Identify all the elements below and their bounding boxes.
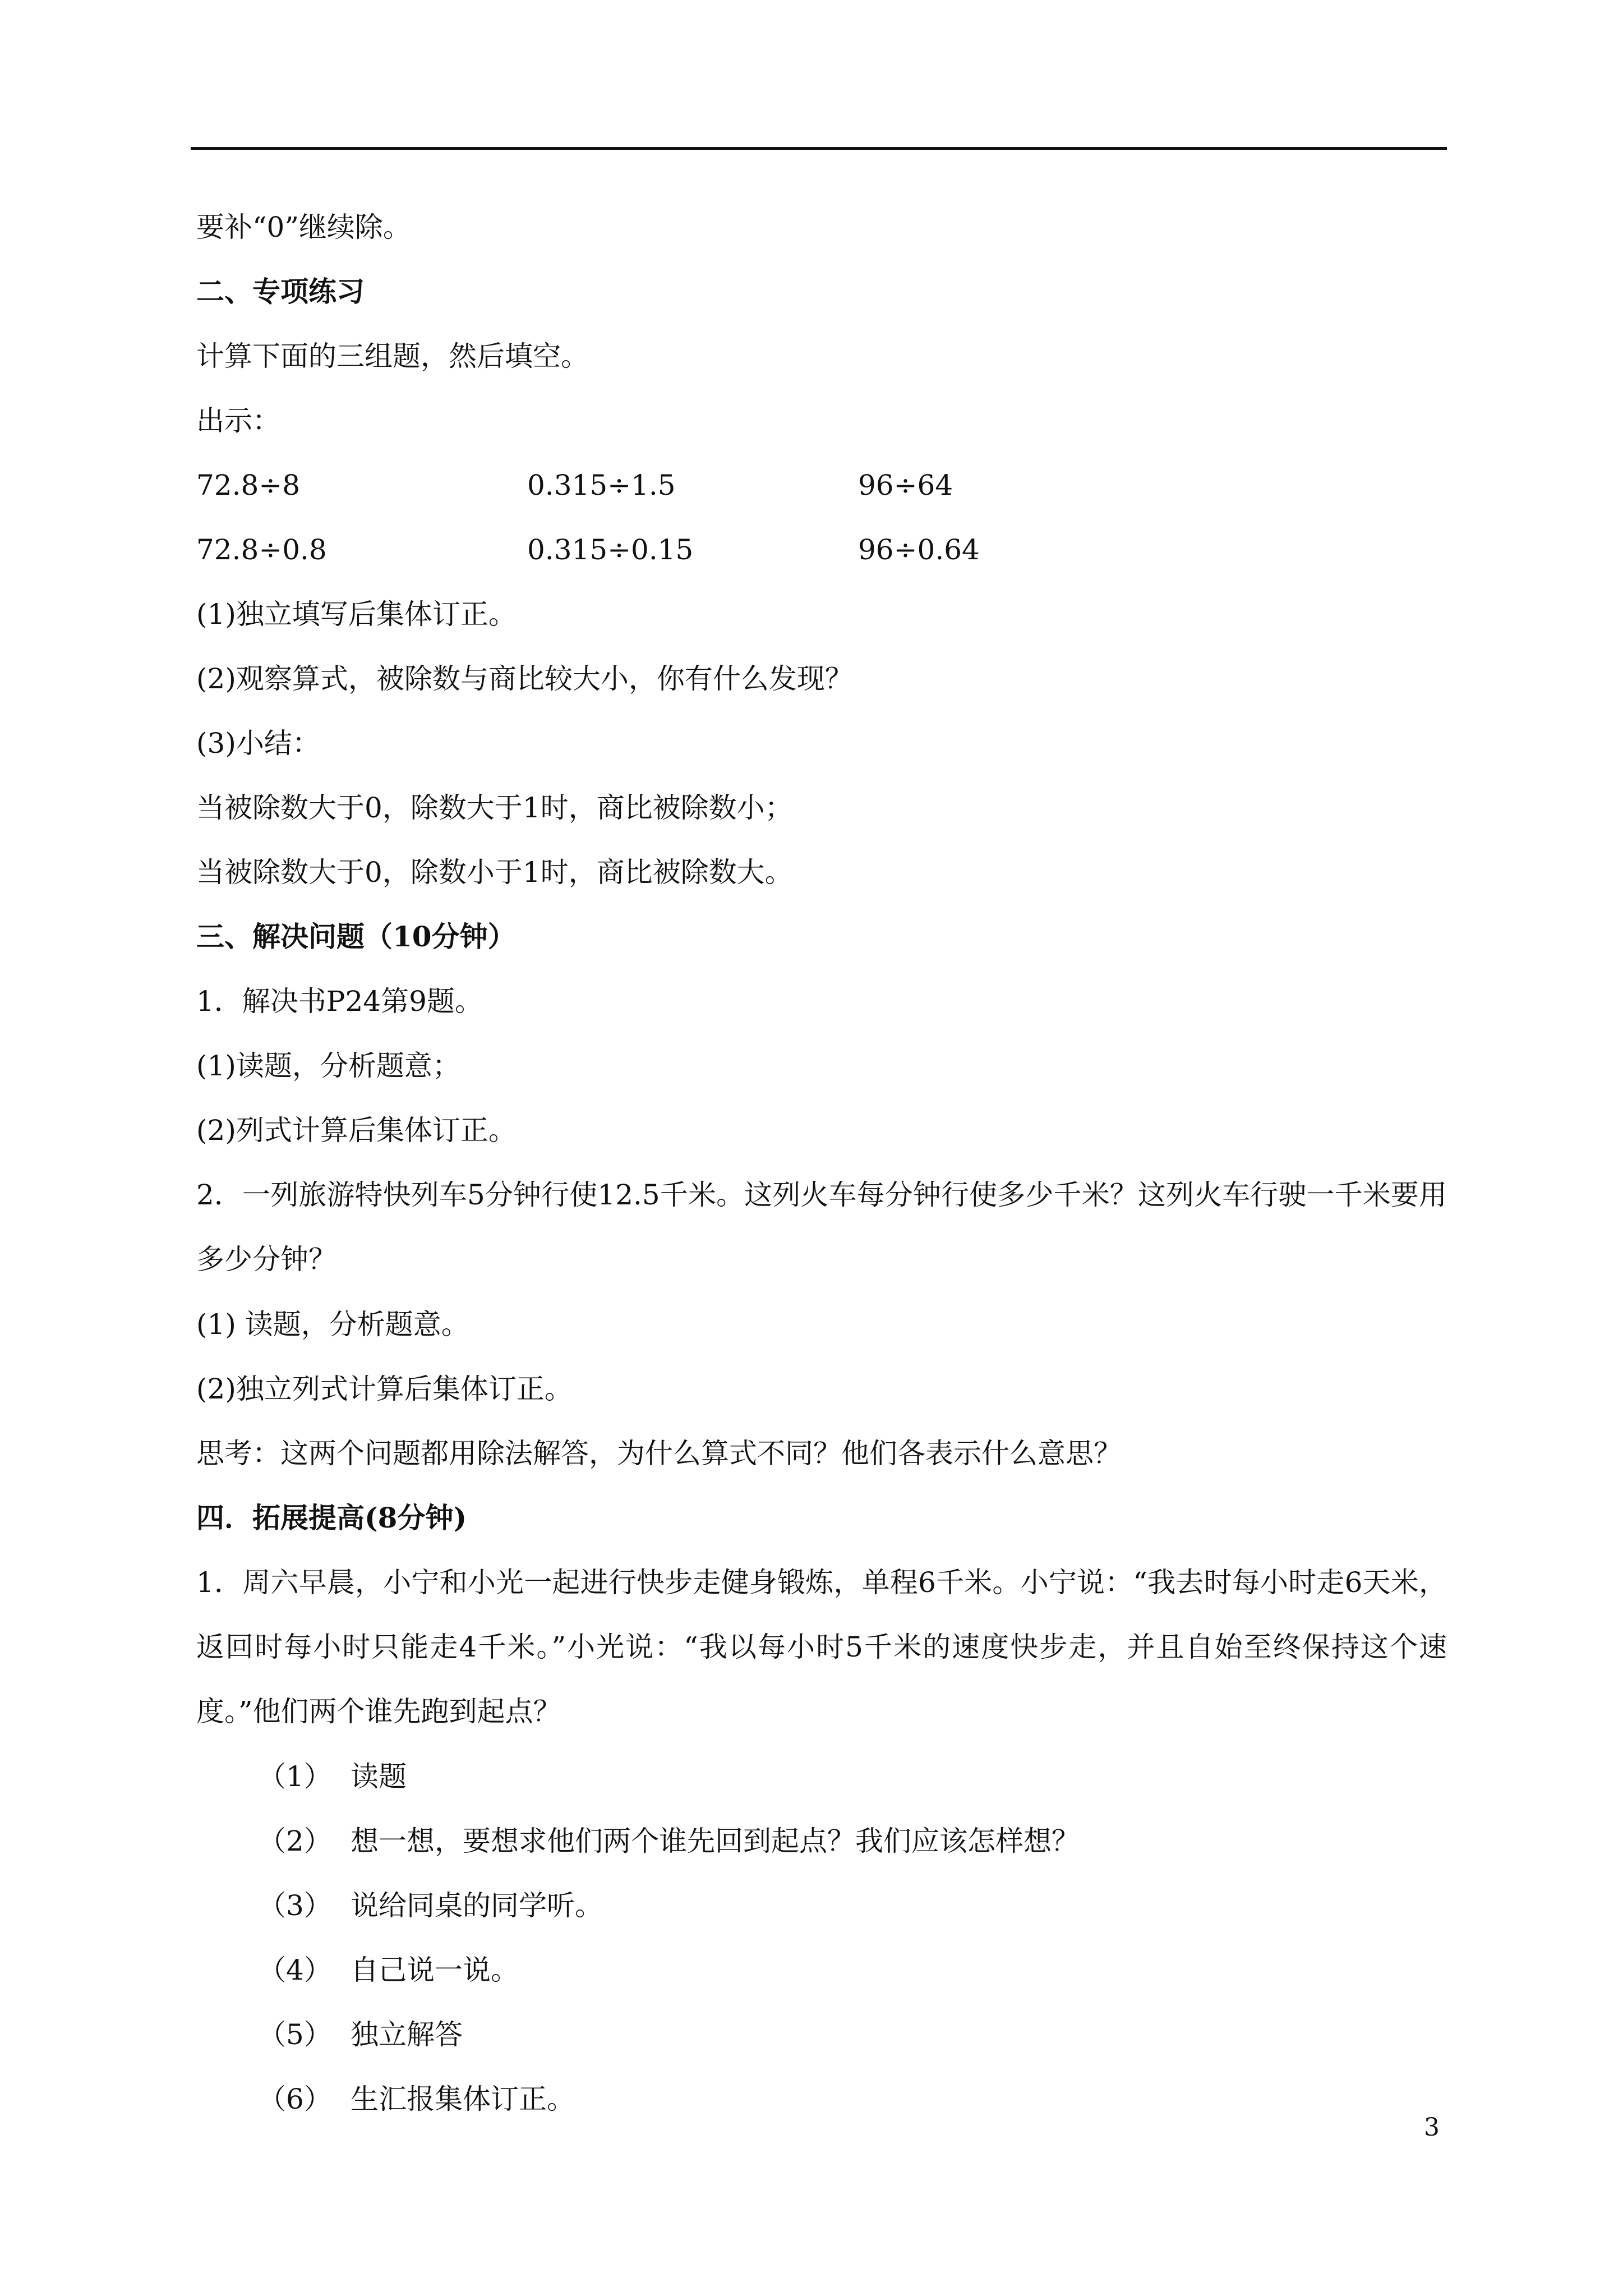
text-line: 要补“0”继续除。 bbox=[196, 211, 411, 243]
calculation: 96÷0.64 bbox=[858, 533, 980, 566]
paragraph: 1．周六早晨，小宁和小光一起进行快步走健身锻炼，单程6千米。小宁说：“我去时每小时走6天米，返回时每小时只能走4千米。”小光说：“我以每小时5千米的速度快步走，并且自始至终保持这个速度。”他们两个谁先跑到起点？ bbox=[196, 1566, 1447, 1728]
text-line: 出示： bbox=[196, 404, 280, 437]
step-number: （3） bbox=[258, 1889, 332, 1922]
calculation: 72.8÷0.8 bbox=[196, 533, 327, 566]
calculation: 72.8÷8 bbox=[196, 469, 301, 501]
calculation: 96÷64 bbox=[858, 469, 953, 501]
document-body bbox=[196, 210, 1447, 2147]
text-line: 当被除数大于0，除数小于1时，商比被除数大。 bbox=[196, 856, 793, 889]
step-item bbox=[196, 1953, 1447, 1987]
text-line: (2)独立列式计算后集体订正。 bbox=[196, 1373, 573, 1405]
page-number: 3 bbox=[1424, 2113, 1440, 2142]
calculation: 0.315÷0.15 bbox=[527, 533, 694, 566]
calculation: 0.315÷1.5 bbox=[527, 469, 676, 501]
step-text: 独立解答 bbox=[351, 2018, 463, 2051]
text-line: (3)小结： bbox=[196, 727, 320, 760]
section-heading: 四．拓展提高(8分钟) bbox=[196, 1501, 467, 1534]
section-heading: 二、专项练习 bbox=[196, 275, 365, 308]
step-item bbox=[196, 1824, 1447, 1858]
text-line: (2)列式计算后集体订正。 bbox=[196, 1114, 517, 1147]
step-item bbox=[196, 1889, 1447, 1922]
step-text: 读题 bbox=[351, 1760, 407, 1793]
step-number: （6） bbox=[258, 2083, 332, 2115]
step-text: 想一想，要想求他们两个谁先回到起点？我们应该怎样想？ bbox=[351, 1825, 1080, 1857]
header-rule bbox=[191, 147, 1447, 150]
step-item bbox=[196, 2018, 1447, 2051]
section-heading: 三、解决问题（10分钟） bbox=[196, 920, 516, 953]
text-line: (2)观察算式，被除数与商比较大小，你有什么发现？ bbox=[196, 662, 853, 695]
text-line: (1) 读题，分析题意。 bbox=[196, 1308, 469, 1341]
text-line: (1)独立填写后集体订正。 bbox=[196, 598, 517, 631]
step-number: （1） bbox=[258, 1760, 332, 1793]
step-item bbox=[196, 2082, 1447, 2116]
paragraph: 2．一列旅游特快列车5分钟行使12.5千米。这列火车每分钟行使多少千米？这列火车行驶一千米要用多少分钟？ bbox=[196, 1179, 1447, 1276]
calculation-row bbox=[196, 468, 1447, 502]
text-line: 计算下面的三组题，然后填空。 bbox=[196, 340, 589, 372]
text-line: 1．解决书P24第9题。 bbox=[196, 985, 483, 1018]
text-line: 当被除数大于0，除数大于1时，商比被除数小； bbox=[196, 792, 793, 824]
step-text: 自己说一说。 bbox=[351, 1954, 519, 1986]
step-number: （2） bbox=[258, 1825, 332, 1857]
step-item bbox=[196, 1760, 1447, 1793]
step-text: 生汇报集体订正。 bbox=[351, 2083, 575, 2115]
calculation-row bbox=[196, 533, 1447, 567]
step-number: （4） bbox=[258, 1954, 332, 1986]
text-line: 思考：这两个问题都用除法解答，为什么算式不同？他们各表示什么意思？ bbox=[196, 1437, 1122, 1470]
step-number: （5） bbox=[258, 2018, 332, 2051]
text-line: (1)读题，分析题意； bbox=[196, 1050, 460, 1082]
step-text: 说给同桌的同学听。 bbox=[351, 1889, 603, 1922]
